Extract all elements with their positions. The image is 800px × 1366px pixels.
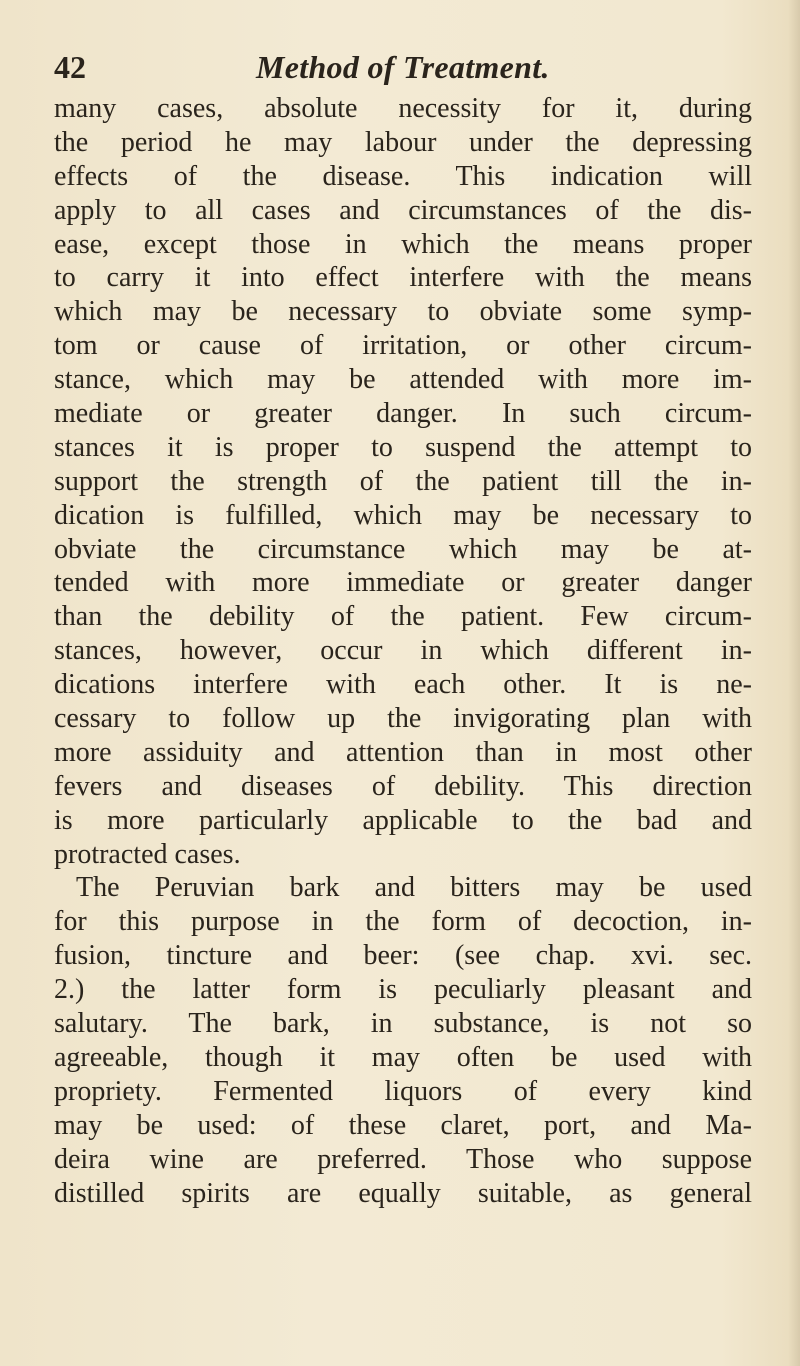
text-line: for this purpose in the form of decoction, in-: [54, 906, 752, 938]
text-line: apply to all cases and circumstances of the dis-: [54, 194, 752, 226]
text-line: propriety. Fermented liquors of every kind: [54, 1075, 752, 1107]
text-line: the period he may labour under the depressing: [54, 126, 752, 158]
text-line: 2.) the latter form is peculiarly pleasant and: [54, 974, 752, 1006]
text-line: agreeable, though it may often be used with: [54, 1041, 752, 1073]
paragraph-start-line: The Peruvian bark and bitters may be used: [76, 872, 752, 904]
page-header: [54, 44, 754, 90]
text-line: obviate the circumstance which may be at-: [54, 533, 752, 565]
text-line: which may be necessary to obviate some symp-: [54, 296, 752, 328]
text-line: salutary. The bark, in substance, is not so: [54, 1008, 752, 1040]
text-line: tended with more immediate or greater danger: [54, 567, 752, 599]
text-line: is more particularly applicable to the bad and: [54, 804, 752, 836]
text-line: support the strength of the patient till the in-: [54, 465, 752, 497]
text-line: than the debility of the patient. Few circum-: [54, 601, 752, 633]
text-line: stance, which may be attended with more im-: [54, 364, 752, 396]
text-line: stances it is proper to suspend the attempt to: [54, 431, 752, 463]
text-line: to carry it into effect interfere with the means: [54, 262, 752, 294]
running-title: Method of Treatment.: [256, 49, 550, 85]
text-line: distilled spirits are equally suitable, as general: [54, 1177, 752, 1209]
text-line: more assiduity and attention than in most other: [54, 736, 752, 768]
text-line: dication is fulfilled, which may be necessary to: [54, 499, 752, 531]
text-line: mediate or greater danger. In such circum-: [54, 398, 752, 430]
page-number: 42: [54, 49, 86, 85]
text-line: cessary to follow up the invigorating plan with: [54, 703, 752, 735]
page-edge-shadow: [788, 0, 800, 1366]
text-line: ease, except those in which the means proper: [54, 228, 752, 260]
text-line: effects of the disease. This indication will: [54, 160, 752, 192]
text-line: may be used: of these claret, port, and Ma-: [54, 1109, 752, 1141]
text-line: many cases, absolute necessity for it, during: [54, 93, 752, 124]
body-text: [54, 92, 752, 1210]
paragraph-end-line: protracted cases.: [54, 838, 241, 870]
text-line: dications interfere with each other. It is ne-: [54, 669, 752, 701]
text-line: deira wine are preferred. Those who suppose: [54, 1143, 752, 1175]
text-line: stances, however, occur in which different in-: [54, 635, 752, 667]
text-line: tom or cause of irritation, or other circum-: [54, 330, 752, 362]
text-line: fevers and diseases of debility. This direction: [54, 770, 752, 802]
text-line: fusion, tincture and beer: (see chap. xvi. sec.: [54, 940, 752, 972]
